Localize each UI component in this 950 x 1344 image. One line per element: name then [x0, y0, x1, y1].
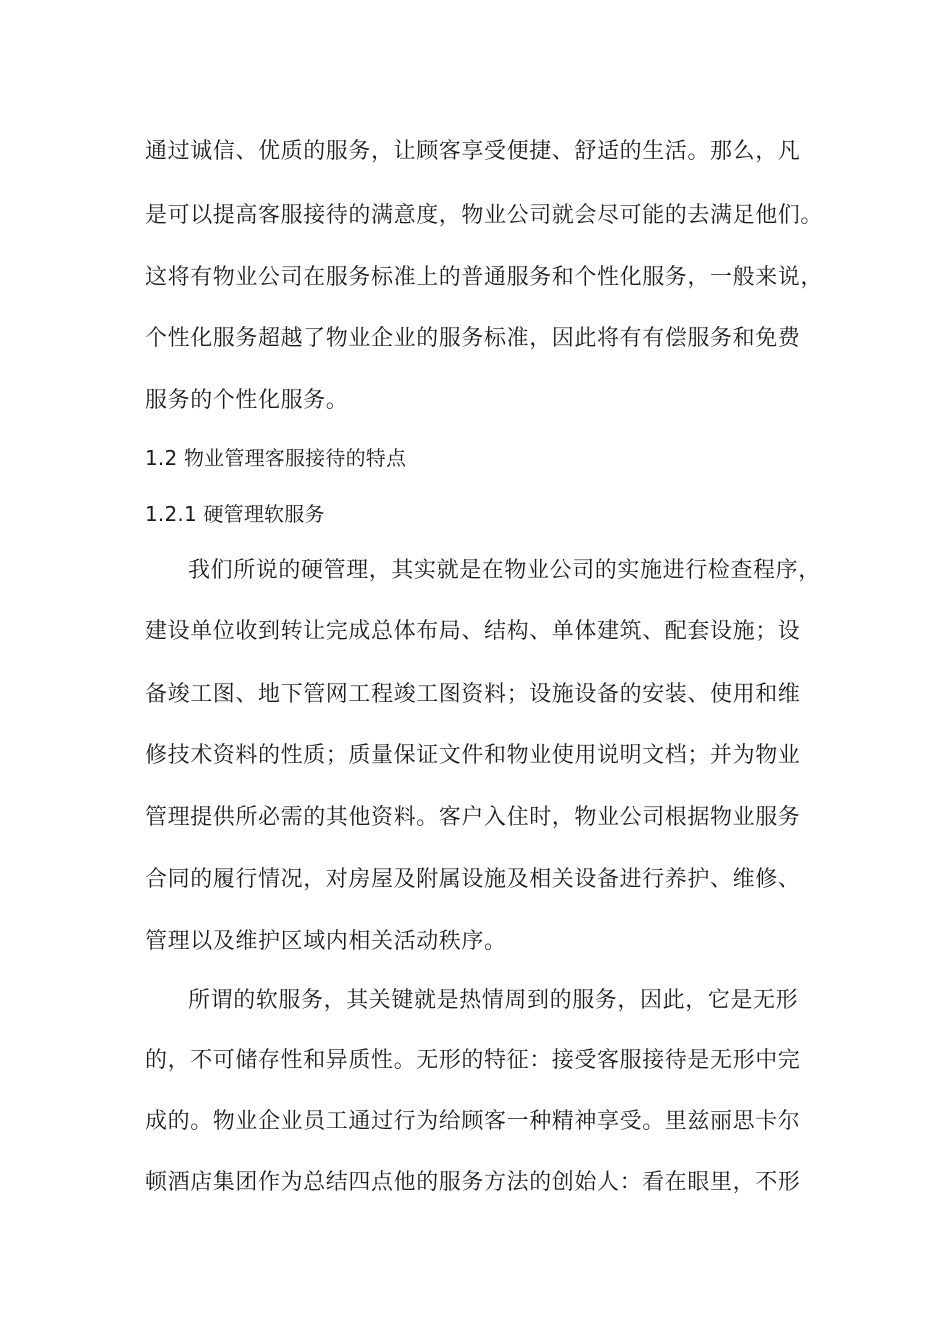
paragraph-2-line-3: 备竣工图、地下管网工程竣工图资料；设施设备的安装、使用和维	[145, 682, 801, 707]
paragraph-2-line-5: 管理提供所必需的其他资料。客户入住时，物业公司根据物业服务	[145, 805, 801, 830]
paragraph-2-line-2: 建设单位收到转让完成总体布局、结构、单体建筑、配套设施；设	[145, 619, 801, 644]
paragraph-3-line-2: 的，不可储存性和异质性。无形的特征：接受客服接待是无形中完	[145, 1048, 801, 1073]
paragraph-1-line-2: 是可以提高客服接待的满意度，物业公司就会尽可能的去满足他们。	[145, 203, 824, 228]
paragraph-2-line-6: 合同的履行情况，对房屋及附属设施及相关设备进行养护、维修、	[145, 867, 801, 892]
paragraph-2-line-4: 修技术资料的性质；质量保证文件和物业使用说明文档；并为物业	[145, 743, 801, 768]
paragraph-2-line-7: 管理以及维护区域内相关活动秩序。	[145, 929, 507, 954]
paragraph-1-line-5: 服务的个性化服务。	[145, 388, 349, 413]
paragraph-2-line-1: 我们所说的硬管理，其实就是在物业公司的实施进行检查程序，	[188, 558, 821, 583]
paragraph-3-line-1: 所谓的软服务，其关键就是热情周到的服务，因此，它是无形	[188, 988, 799, 1013]
section-heading-1-2: 1.2 物业管理客服接待的特点	[145, 446, 407, 470]
paragraph-1-line-3: 这将有物业公司在服务标准上的普通服务和个性化服务，一般来说，	[145, 265, 824, 290]
paragraph-1-line-4: 个性化服务超越了物业企业的服务标准，因此将有有偿服务和免费	[145, 326, 801, 351]
paragraph-3-line-3: 成的。物业企业员工通过行为给顾客一种精神享受。里兹丽思卡尔	[145, 1109, 801, 1134]
paragraph-1-line-1: 通过诚信、优质的服务，让顾客享受便捷、舒适的生活。那么，凡	[145, 139, 801, 164]
paragraph-3-line-4: 顿酒店集团作为总结四点他的服务方法的创始人：看在眼里，不形	[145, 1170, 801, 1195]
section-heading-1-2-1: 1.2.1 硬管理软服务	[145, 502, 325, 526]
